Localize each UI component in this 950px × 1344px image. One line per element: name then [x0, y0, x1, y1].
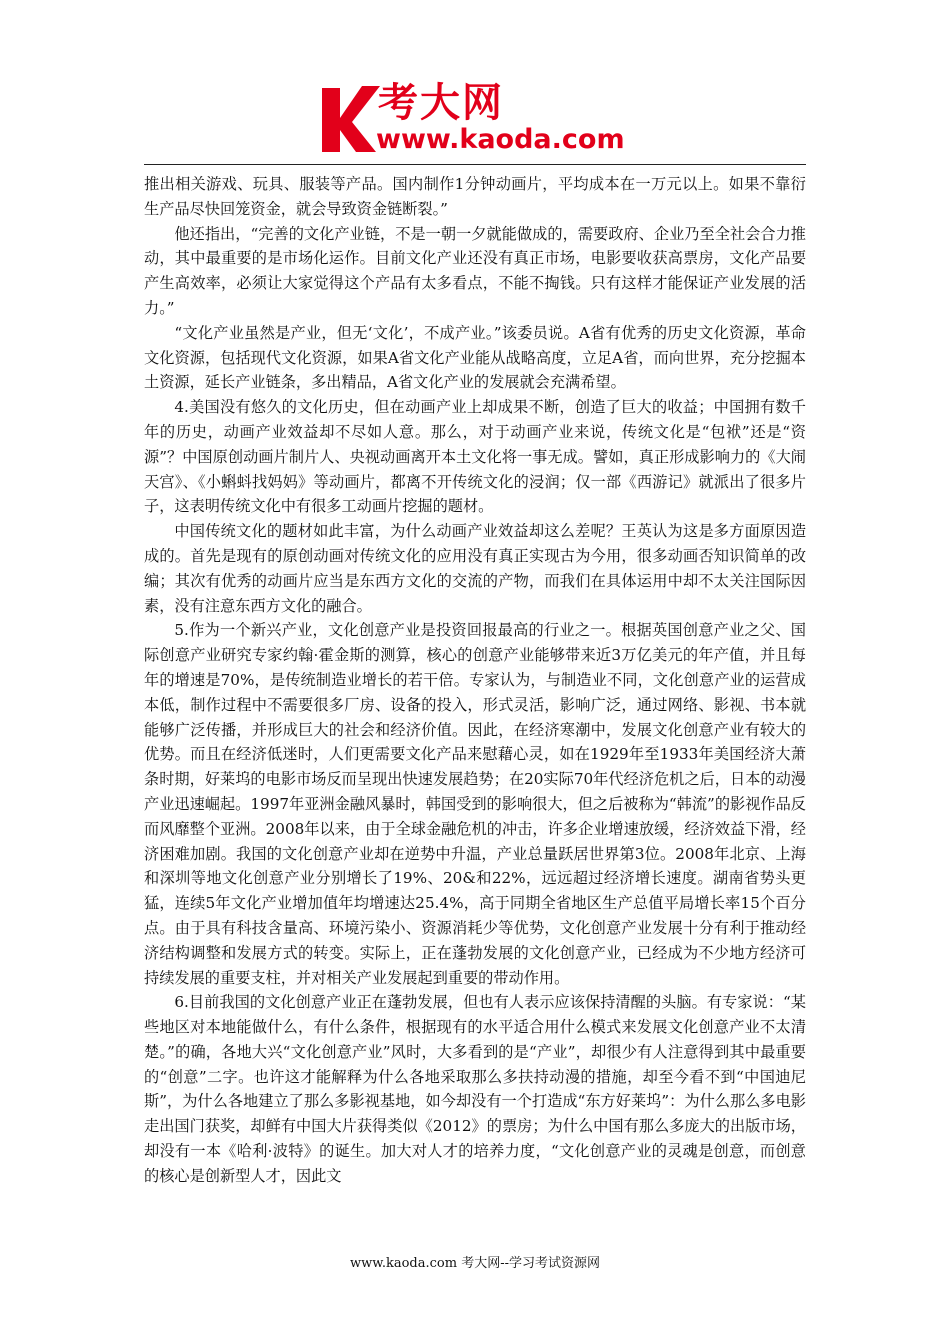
kaoda-logo: [318, 80, 648, 160]
logo-url-text: www.kaoda.com: [376, 124, 625, 155]
paragraph-2: 他还指出，“完善的文化产业链，不是一朝一夕就能做成的，需要政府、企业乃至全社会合力推动，其中最重要的是市场化运作。目前文化产业还没有真正市场，电影要收获高票房，文化产品要产生高效率，必须让大家觉得这个产品有太多看点，不能不掏钱。只有这样才能保证产业发展的活力。”: [144, 224, 806, 317]
article-body: [144, 172, 806, 1189]
paragraph-6: 5.作为一个新兴产业，文化创意产业是投资回报最高的行业之一。根据英国创意产业之父、国际创意产业研究专家约翰·霍金斯的测算，核心的创意产业能够带来近3万亿美元的年产值，并且每年的增速是70%，是传统制造业增长的若干倍。专家认为，与制造业不同，文化创意产业的运营成本低，制作过程中不需要很多厂房、设备的投入，形式灵活，影响广泛，通过网络、影视、书本就能够广泛传播，并形成巨大的社会和经济价值。因此，在经济寒潮中，发展文化创意产业有较大的优势。而且在经济低迷时，人们更需要文化产品来慰藉心灵，如在1929年至1933年美国经济大萧条时期，好莱坞的电影市场反而呈现出快速发展趋势；在20实际70年代经济危机之后，日本的动漫产业迅速崛起。1997年亚洲金融风暴时，韩国受到的影响很大，但之后被称为“韩流”的影视作品反而风靡整个亚洲。2008年以来，由于全球金融危机的冲击，许多企业增速放缓，经济效益下滑，经济困难加剧。我国的文化创意产业却在逆势中升温，产业总量跃居世界第3位。2008年北京、上海和深圳等地文化创意产业分别增长了19%、20&和22%，远远超过经济增长速度。湖南省势头更猛，连续5年文化产业增加值年均增速达25.4%，高于同期全省地区生产总值平局增长率15个百分点。由于具有科技含量高、环境污染小、资源消耗少等优势，文化创意产业发展十分有利于推动经济结构调整和发展方式的转变。实际上，正在蓬勃发展的文化创意产业，已经成为不少地方经济可持续发展的重要支柱，并对相关产业发展起到重要的带动作用。: [144, 621, 806, 987]
paragraph-1: 推出相关游戏、玩具、服装等产品。国内制作1分钟动画片，平均成本在一万元以上。如果不靠衍生产品尽快回笼资金，就会导致资金链断裂。”: [144, 175, 806, 218]
header-divider: [144, 164, 806, 165]
paragraph-5: 中国传统文化的题材如此丰富，为什么动画产业效益却这么差呢？王英认为这是多方面原因造成的。首先是现有的原创动画对传统文化的应用没有真正实现古为今用，很多动画否知识简单的改编；其次有优秀的动画片应当是东西方文化的交流的产物，而我们在具体运用中却不太关注国际因素，没有注意东西方文化的融合。: [144, 522, 806, 615]
paragraph-3: “文化产业虽然是产业，但无‘文化’，不成产业。”该委员说。A省有优秀的历史文化资源，革命文化资源，包括现代文化资源，如果A省文化产业能从战略高度，立足A省，而向世界，充分挖掘本土资源，延长产业链条，多出精品，A省文化产业的发展就会充满希望。: [144, 323, 806, 392]
page-footer: www.kaoda.com 考大网--学习考试资源网: [350, 1256, 600, 1271]
paragraph-4: 4.美国没有悠久的文化历史，但在动画产业上却成果不断，创造了巨大的收益；中国拥有数千年的历史，动画产业效益却不尽如人意。那么，对于动画产业来说，传统文化是“包袱”还是“资源”？中国原创动画片制片人、央视动画离开本土文化将一事无成。譬如，真正形成影响力的《大闹天宫》、《小蝌蚪找妈妈》等动画片，都离不开传统文化的浸润；仅一部《西游记》就派出了很多片子，这表明传统文化中有很多工动画片挖掘的题材。: [144, 398, 806, 516]
paragraph-7: 6.目前我国的文化创意产业正在蓬勃发展，但也有人表示应该保持清醒的头脑。有专家说：“某些地区对本地能做什么，有什么条件，根据现有的水平适合用什么模式来发展文化创意产业不太清楚。”的确，各地大兴“文化创意产业”风时，大多看到的是“产业”，却很少有人注意得到其中最重要的“创意”二字。也许这才能解释为什么各地采取那么多扶持动漫的措施，却至今看不到“中国迪尼斯”，为什么各地建立了那么多影视基地，如今却没有一个打造成“东方好莱坞”：为什么那么多电影走出国门获奖，却鲜有中国大片获得类似《2012》的票房；为什么中国有那么多庞大的出版市场，却没有一本《哈利·波特》的诞生。加大对人才的培养力度，“文化创意产业的灵魂是创意，而创意的核心是创新型人才，因此文: [144, 993, 806, 1185]
logo-brand-text: 考大网: [378, 80, 504, 126]
kaoda-k-mark-icon: [318, 80, 382, 158]
